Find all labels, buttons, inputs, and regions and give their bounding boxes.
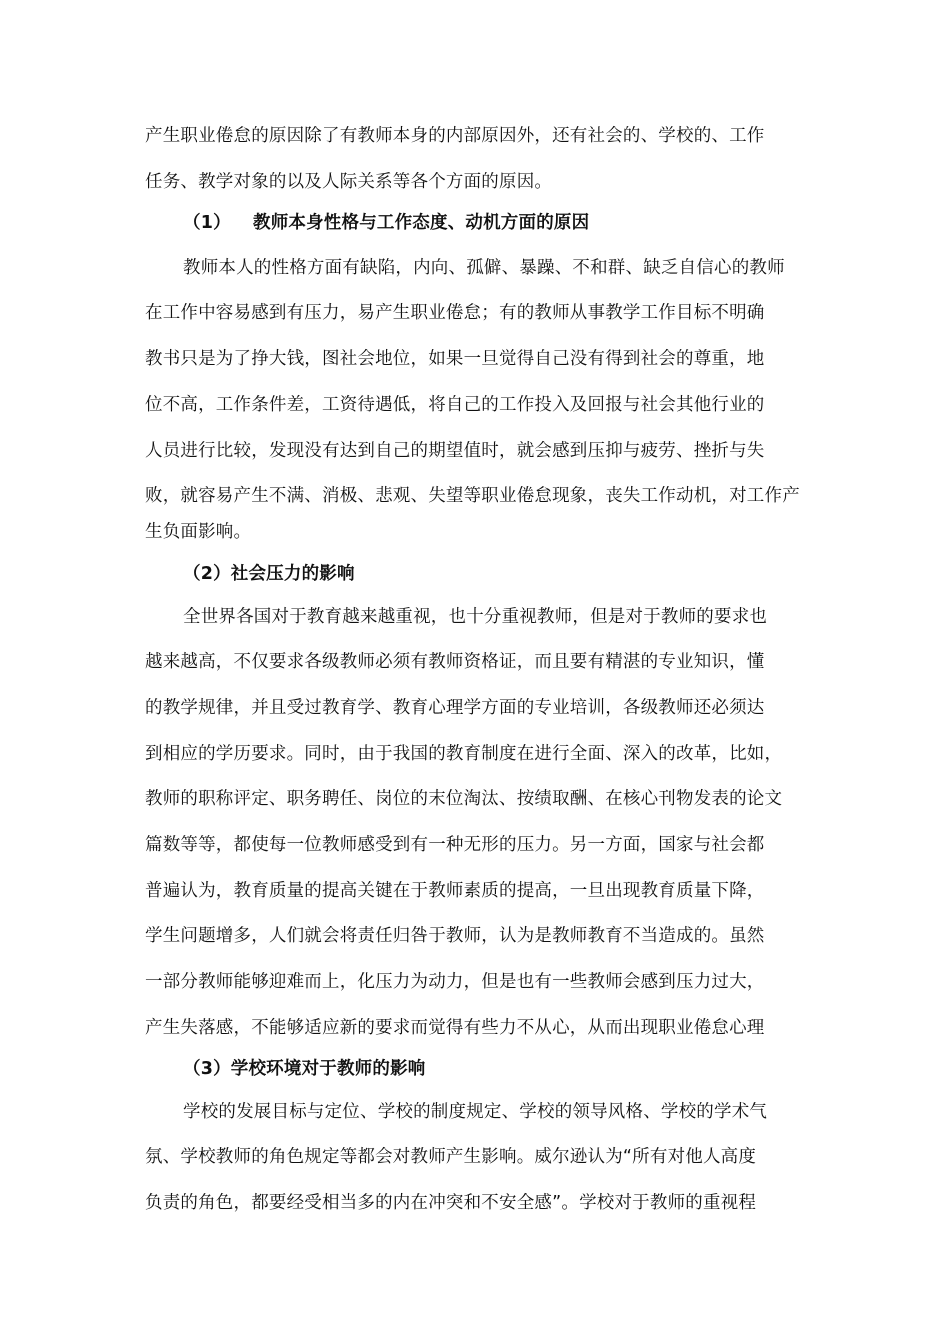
paragraph-line: 任务、教学对象的以及人际关系等各个方面的原因。: [145, 172, 553, 192]
section-1-heading: [183, 211, 845, 235]
paragraph-line: 普遍认为，教育质量的提高关键在于教师素质的提高，一旦出现教育质量下降，: [145, 881, 765, 901]
paragraph-line: 越来越高，不仅要求各级教师必须有教师资格证，而且要有精湛的专业知识，懂: [145, 652, 765, 672]
section-1-number: （1）: [183, 213, 231, 233]
paragraph-line: 氛、学校教师的角色规定等都会对教师产生影响。威尔逊认为“所有对他人高度: [145, 1147, 757, 1167]
paragraph-line: 学校的发展目标与定位、学校的制度规定、学校的领导风格、学校的学术气: [183, 1102, 768, 1122]
section-3-heading: （3）学校环境对于教师的影响: [183, 1059, 426, 1079]
paragraph-line: 生负面影响。: [145, 522, 252, 542]
paragraph-line: 败，就容易产生不满、消极、悲观、失望等职业倦怠现象，丧失工作动机，对工作产: [145, 486, 800, 506]
paragraph-line: 人员进行比较，发现没有达到自己的期望值时，就会感到压抑与疲劳、挫折与失: [145, 441, 765, 461]
section-2-heading: （2）社会压力的影响: [183, 564, 355, 584]
paragraph-line: 教师的职称评定、职务聘任、岗位的末位淘汰、按绩取酬、在核心刊物发表的论文: [145, 789, 783, 809]
paragraph-line: 负责的角色，都要经受相当多的内在冲突和不安全感”。学校对于教师的重视程: [145, 1193, 757, 1213]
paragraph-line: 教师本人的性格方面有缺陷，内向、孤僻、暴躁、不和群、缺乏自信心的教师: [183, 258, 785, 278]
section-1-title: 教师本身性格与工作态度、动机方面的原因: [253, 213, 590, 233]
paragraph-line: 产生职业倦怠的原因除了有教师本身的内部原因外，还有社会的、学校的、工作: [145, 126, 765, 146]
paragraph-line: 位不高，工作条件差，工资待遇低，将自己的工作投入及回报与社会其他行业的: [145, 395, 765, 415]
paragraph-line: 在工作中容易感到有压力，易产生职业倦怠；有的教师从事教学工作目标不明确: [145, 303, 765, 323]
paragraph-line: 一部分教师能够迎难而上，化压力为动力，但是也有一些教师会感到压力过大，: [145, 972, 765, 992]
paragraph-line: 全世界各国对于教育越来越重视，也十分重视教师，但是对于教师的要求也: [183, 607, 768, 627]
paragraph-line: 学生问题增多，人们就会将责任归咎于教师，认为是教师教育不当造成的。虽然: [145, 926, 765, 946]
paragraph-line: 到相应的学历要求。同时，由于我国的教育制度在进行全面、深入的改革，比如，: [145, 744, 783, 764]
paragraph-line: 篇数等等，都使每一位教师感受到有一种无形的压力。另一方面，国家与社会都: [145, 835, 765, 855]
paragraph-line: 的教学规律，并且受过教育学、教育心理学方面的专业培训，各级教师还必须达: [145, 698, 765, 718]
paragraph-line: 教书只是为了挣大钱，图社会地位，如果一旦觉得自己没有得到社会的尊重，地: [145, 349, 765, 369]
paragraph-line: 产生失落感，不能够适应新的要求而觉得有些力不从心，从而出现职业倦怠心理: [145, 1018, 765, 1038]
